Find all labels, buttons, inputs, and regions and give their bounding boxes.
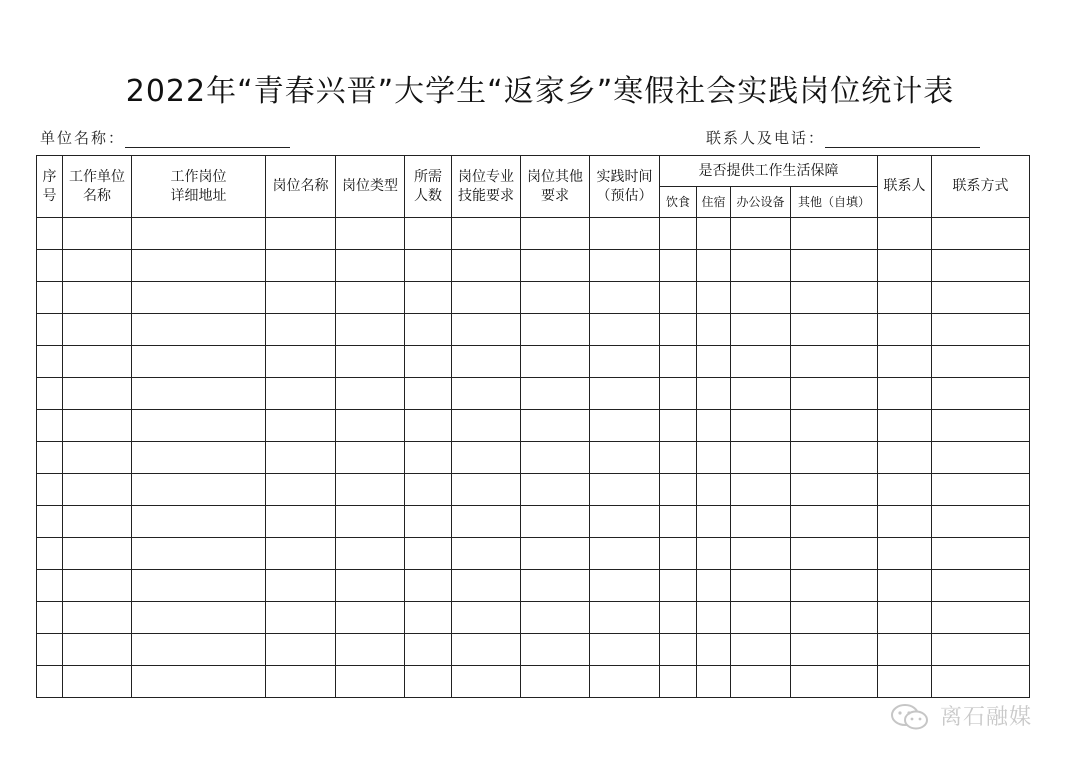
header-contact-person: 联系人 xyxy=(878,156,932,218)
table-cell[interactable] xyxy=(791,538,878,570)
table-row xyxy=(37,378,1030,410)
table-cell[interactable] xyxy=(405,218,452,250)
header-time-label: 实践时间 xyxy=(596,168,653,185)
table-cell[interactable] xyxy=(63,314,132,346)
table-cell[interactable] xyxy=(731,346,791,378)
table-row xyxy=(37,634,1030,666)
table-cell[interactable] xyxy=(791,602,878,634)
table-cell[interactable] xyxy=(697,282,731,314)
watermark xyxy=(890,700,1060,732)
table-cell[interactable] xyxy=(731,602,791,634)
table-cell[interactable] xyxy=(132,346,266,378)
table-cell[interactable] xyxy=(132,218,266,250)
table-cell[interactable] xyxy=(731,314,791,346)
table-row xyxy=(37,474,1030,506)
table-cell[interactable] xyxy=(590,570,660,602)
table-row xyxy=(37,282,1030,314)
table-cell[interactable] xyxy=(336,474,405,506)
table-cell[interactable] xyxy=(521,634,590,666)
table-cell[interactable] xyxy=(132,570,266,602)
header-support-housing: 住宿 xyxy=(697,187,731,218)
table-cell[interactable] xyxy=(697,666,731,698)
table-cell[interactable] xyxy=(590,666,660,698)
table-cell[interactable] xyxy=(697,378,731,410)
table-cell[interactable] xyxy=(878,250,932,282)
table-cell[interactable] xyxy=(336,538,405,570)
table-cell[interactable] xyxy=(590,250,660,282)
table-cell[interactable] xyxy=(878,378,932,410)
table-cell[interactable] xyxy=(660,250,697,282)
header-contact-method: 联系方式 xyxy=(932,156,1030,218)
table-cell[interactable] xyxy=(660,218,697,250)
header-headcount: 所需人数 xyxy=(405,156,452,218)
table-cell[interactable] xyxy=(63,634,132,666)
table-cell[interactable] xyxy=(731,570,791,602)
table-cell[interactable] xyxy=(660,474,697,506)
table-cell[interactable] xyxy=(932,474,1030,506)
table-cell[interactable] xyxy=(878,602,932,634)
table-cell[interactable] xyxy=(521,442,590,474)
table-cell[interactable] xyxy=(878,538,932,570)
table-cell[interactable] xyxy=(521,250,590,282)
table-cell[interactable] xyxy=(336,378,405,410)
header-support-group: 是否提供工作生活保障 xyxy=(660,156,878,187)
table-cell[interactable] xyxy=(405,570,452,602)
header-skills: 岗位专业技能要求 xyxy=(452,156,521,218)
table-cell[interactable] xyxy=(697,634,731,666)
table-cell[interactable] xyxy=(697,538,731,570)
table-cell[interactable] xyxy=(521,602,590,634)
table-cell[interactable] xyxy=(590,634,660,666)
table-cell[interactable] xyxy=(697,602,731,634)
contact-label: 联系人及电话： xyxy=(706,129,826,147)
table-cell[interactable] xyxy=(266,282,336,314)
table-cell[interactable] xyxy=(405,474,452,506)
table-cell[interactable] xyxy=(452,602,521,634)
table-cell[interactable] xyxy=(336,218,405,250)
table-body xyxy=(37,218,1030,698)
table-cell[interactable] xyxy=(521,218,590,250)
table-cell[interactable] xyxy=(37,474,63,506)
table-cell[interactable] xyxy=(336,666,405,698)
table-cell[interactable] xyxy=(878,218,932,250)
table-row xyxy=(37,346,1030,378)
table-cell[interactable] xyxy=(731,378,791,410)
table-cell[interactable] xyxy=(521,314,590,346)
table-cell[interactable] xyxy=(932,506,1030,538)
table-cell[interactable] xyxy=(37,506,63,538)
table-row xyxy=(37,218,1030,250)
table-cell[interactable] xyxy=(405,634,452,666)
table-cell[interactable] xyxy=(791,666,878,698)
table-cell[interactable] xyxy=(452,346,521,378)
table-cell[interactable] xyxy=(452,666,521,698)
table-cell[interactable] xyxy=(791,570,878,602)
table-cell[interactable] xyxy=(132,666,266,698)
header-address: 工作岗位详细地址 xyxy=(132,156,266,218)
table-cell[interactable] xyxy=(878,410,932,442)
table-cell[interactable] xyxy=(791,378,878,410)
header-support-other: 其他（自填） xyxy=(791,187,878,218)
table-cell[interactable] xyxy=(266,666,336,698)
table-row xyxy=(37,410,1030,442)
table-cell[interactable] xyxy=(266,634,336,666)
table-cell[interactable] xyxy=(731,218,791,250)
table-cell[interactable] xyxy=(63,410,132,442)
table-cell[interactable] xyxy=(878,666,932,698)
table-cell[interactable] xyxy=(132,474,266,506)
table-cell[interactable] xyxy=(878,474,932,506)
table-cell[interactable] xyxy=(878,634,932,666)
table-cell[interactable] xyxy=(452,314,521,346)
table-cell[interactable] xyxy=(791,314,878,346)
table-cell[interactable] xyxy=(132,314,266,346)
table-cell[interactable] xyxy=(37,666,63,698)
table-cell[interactable] xyxy=(878,570,932,602)
table-cell[interactable] xyxy=(660,570,697,602)
table-cell[interactable] xyxy=(590,506,660,538)
table-cell[interactable] xyxy=(63,282,132,314)
table-cell[interactable] xyxy=(697,346,731,378)
table-cell[interactable] xyxy=(405,506,452,538)
statistics-table xyxy=(36,155,1030,698)
table-cell[interactable] xyxy=(521,378,590,410)
table-cell[interactable] xyxy=(878,282,932,314)
table-cell[interactable] xyxy=(63,218,132,250)
table-cell[interactable] xyxy=(731,474,791,506)
table-cell[interactable] xyxy=(37,410,63,442)
table-cell[interactable] xyxy=(37,442,63,474)
table-cell[interactable] xyxy=(405,410,452,442)
table-cell[interactable] xyxy=(132,506,266,538)
table-cell[interactable] xyxy=(405,314,452,346)
table-cell[interactable] xyxy=(405,666,452,698)
header-support-food: 饮食 xyxy=(660,187,697,218)
table-cell[interactable] xyxy=(731,410,791,442)
table-cell[interactable] xyxy=(791,634,878,666)
table-cell[interactable] xyxy=(660,378,697,410)
table-cell[interactable] xyxy=(266,474,336,506)
table-cell[interactable] xyxy=(37,218,63,250)
table-cell[interactable] xyxy=(932,410,1030,442)
table-cell[interactable] xyxy=(932,346,1030,378)
table-row xyxy=(37,602,1030,634)
table-row xyxy=(37,250,1030,282)
table-cell[interactable] xyxy=(132,634,266,666)
table-cell[interactable] xyxy=(697,442,731,474)
table-cell[interactable] xyxy=(731,442,791,474)
table-cell[interactable] xyxy=(63,474,132,506)
table-row xyxy=(37,666,1030,698)
table-cell[interactable] xyxy=(521,346,590,378)
table-cell[interactable] xyxy=(405,602,452,634)
table-cell[interactable] xyxy=(452,506,521,538)
table-cell[interactable] xyxy=(697,314,731,346)
table-cell[interactable] xyxy=(336,602,405,634)
table-cell[interactable] xyxy=(452,378,521,410)
table-cell[interactable] xyxy=(521,410,590,442)
contact-blank xyxy=(825,133,980,148)
table-cell[interactable] xyxy=(405,378,452,410)
table-cell[interactable] xyxy=(791,410,878,442)
table-cell[interactable] xyxy=(731,666,791,698)
table-cell[interactable] xyxy=(37,250,63,282)
table-cell[interactable] xyxy=(266,442,336,474)
table-cell[interactable] xyxy=(37,378,63,410)
table-cell[interactable] xyxy=(878,506,932,538)
table-cell[interactable] xyxy=(932,250,1030,282)
table-cell[interactable] xyxy=(336,282,405,314)
table-cell[interactable] xyxy=(336,634,405,666)
table-cell[interactable] xyxy=(590,442,660,474)
table-cell[interactable] xyxy=(266,602,336,634)
table-cell[interactable] xyxy=(878,346,932,378)
table-cell[interactable] xyxy=(336,442,405,474)
table-cell[interactable] xyxy=(336,506,405,538)
table-cell[interactable] xyxy=(590,538,660,570)
table-cell[interactable] xyxy=(660,538,697,570)
table-cell[interactable] xyxy=(132,378,266,410)
table-cell[interactable] xyxy=(697,570,731,602)
table-cell[interactable] xyxy=(336,250,405,282)
table-cell[interactable] xyxy=(660,442,697,474)
table-cell[interactable] xyxy=(405,250,452,282)
table-cell[interactable] xyxy=(452,410,521,442)
table-cell[interactable] xyxy=(132,538,266,570)
table-cell[interactable] xyxy=(132,442,266,474)
table-cell[interactable] xyxy=(932,666,1030,698)
header-seq: 序号 xyxy=(37,156,63,218)
table-cell[interactable] xyxy=(37,282,63,314)
table-cell[interactable] xyxy=(697,506,731,538)
wechat-icon xyxy=(890,703,930,731)
table-cell[interactable] xyxy=(266,378,336,410)
table-cell[interactable] xyxy=(697,218,731,250)
header-org-name: 工作单位名称 xyxy=(63,156,132,218)
table-row xyxy=(37,506,1030,538)
table-cell[interactable] xyxy=(731,538,791,570)
table-cell[interactable] xyxy=(791,218,878,250)
table-cell[interactable] xyxy=(932,314,1030,346)
table-cell[interactable] xyxy=(266,506,336,538)
table-cell[interactable] xyxy=(521,506,590,538)
table-cell[interactable] xyxy=(405,538,452,570)
table-cell[interactable] xyxy=(405,346,452,378)
table-cell[interactable] xyxy=(266,570,336,602)
table-cell[interactable] xyxy=(63,378,132,410)
table-cell[interactable] xyxy=(932,634,1030,666)
table-cell[interactable] xyxy=(731,282,791,314)
header-post-type: 岗位类型 xyxy=(336,156,405,218)
unit-name-field xyxy=(40,127,290,148)
table-cell[interactable] xyxy=(791,346,878,378)
table-cell[interactable] xyxy=(452,570,521,602)
table-cell[interactable] xyxy=(660,506,697,538)
header-post-name: 岗位名称 xyxy=(266,156,336,218)
table-cell[interactable] xyxy=(932,602,1030,634)
table-row xyxy=(37,538,1030,570)
table-cell[interactable] xyxy=(521,282,590,314)
table-cell[interactable] xyxy=(590,218,660,250)
table-row xyxy=(37,442,1030,474)
table-cell[interactable] xyxy=(63,570,132,602)
table-cell[interactable] xyxy=(452,538,521,570)
watermark-text: 离石融媒 xyxy=(940,705,1033,730)
table-cell[interactable] xyxy=(63,666,132,698)
header-time xyxy=(590,156,660,218)
table-cell[interactable] xyxy=(452,250,521,282)
header-time-note: （预估） xyxy=(596,187,653,204)
table-cell[interactable] xyxy=(336,346,405,378)
table-cell[interactable] xyxy=(791,250,878,282)
table-cell[interactable] xyxy=(590,378,660,410)
table-cell[interactable] xyxy=(63,346,132,378)
table-cell[interactable] xyxy=(590,282,660,314)
table-cell[interactable] xyxy=(932,570,1030,602)
table-cell[interactable] xyxy=(932,378,1030,410)
table-cell[interactable] xyxy=(932,282,1030,314)
table-cell[interactable] xyxy=(63,602,132,634)
table-row xyxy=(37,314,1030,346)
table-cell[interactable] xyxy=(63,250,132,282)
table-cell[interactable] xyxy=(336,570,405,602)
table-cell[interactable] xyxy=(660,666,697,698)
table-cell[interactable] xyxy=(336,410,405,442)
table-cell[interactable] xyxy=(660,282,697,314)
unit-name-blank xyxy=(125,133,290,148)
table-cell[interactable] xyxy=(521,538,590,570)
table-cell[interactable] xyxy=(405,282,452,314)
page-title: 2022年“青春兴晋”大学生“返家乡”寒假社会实践岗位统计表 xyxy=(125,74,955,109)
table-cell[interactable] xyxy=(452,442,521,474)
table-row xyxy=(37,570,1030,602)
table-cell[interactable] xyxy=(452,474,521,506)
table-cell[interactable] xyxy=(266,410,336,442)
table-cell[interactable] xyxy=(452,218,521,250)
table-cell[interactable] xyxy=(452,634,521,666)
table-cell[interactable] xyxy=(63,538,132,570)
table-cell[interactable] xyxy=(266,538,336,570)
table-cell[interactable] xyxy=(878,442,932,474)
table-cell[interactable] xyxy=(37,570,63,602)
table-cell[interactable] xyxy=(590,314,660,346)
table-cell[interactable] xyxy=(697,474,731,506)
table-cell[interactable] xyxy=(452,282,521,314)
table-cell[interactable] xyxy=(878,314,932,346)
table-cell[interactable] xyxy=(266,218,336,250)
table-cell[interactable] xyxy=(731,634,791,666)
table-cell[interactable] xyxy=(63,506,132,538)
table-cell[interactable] xyxy=(791,282,878,314)
table-cell[interactable] xyxy=(521,666,590,698)
table-cell[interactable] xyxy=(791,442,878,474)
table-cell[interactable] xyxy=(731,250,791,282)
table-cell[interactable] xyxy=(521,474,590,506)
table-cell[interactable] xyxy=(932,538,1030,570)
table-cell[interactable] xyxy=(660,346,697,378)
table-cell[interactable] xyxy=(932,442,1030,474)
header-support-office: 办公设备 xyxy=(731,187,791,218)
table-cell[interactable] xyxy=(266,250,336,282)
table-cell[interactable] xyxy=(590,602,660,634)
table-cell[interactable] xyxy=(731,506,791,538)
table-cell[interactable] xyxy=(590,474,660,506)
contact-field xyxy=(706,127,980,148)
table-cell[interactable] xyxy=(660,410,697,442)
table-cell[interactable] xyxy=(590,346,660,378)
table-cell[interactable] xyxy=(132,282,266,314)
table-cell[interactable] xyxy=(37,634,63,666)
table-cell[interactable] xyxy=(37,346,63,378)
table-cell[interactable] xyxy=(266,314,336,346)
table-cell[interactable] xyxy=(660,634,697,666)
table-cell[interactable] xyxy=(37,314,63,346)
header-other-req: 岗位其他要求 xyxy=(521,156,590,218)
table-cell[interactable] xyxy=(791,506,878,538)
table-cell[interactable] xyxy=(132,410,266,442)
table-cell[interactable] xyxy=(405,442,452,474)
table-cell[interactable] xyxy=(37,602,63,634)
table-cell[interactable] xyxy=(791,474,878,506)
table-cell[interactable] xyxy=(660,602,697,634)
table-cell[interactable] xyxy=(697,250,731,282)
table-cell[interactable] xyxy=(37,538,63,570)
table-cell[interactable] xyxy=(521,570,590,602)
table-cell[interactable] xyxy=(697,410,731,442)
table-cell[interactable] xyxy=(132,250,266,282)
unit-name-label: 单位名称： xyxy=(40,129,126,147)
table-cell[interactable] xyxy=(63,442,132,474)
table-cell[interactable] xyxy=(932,218,1030,250)
table-cell[interactable] xyxy=(336,314,405,346)
table-cell[interactable] xyxy=(590,410,660,442)
table-cell[interactable] xyxy=(132,602,266,634)
table-cell[interactable] xyxy=(266,346,336,378)
table-cell[interactable] xyxy=(660,314,697,346)
